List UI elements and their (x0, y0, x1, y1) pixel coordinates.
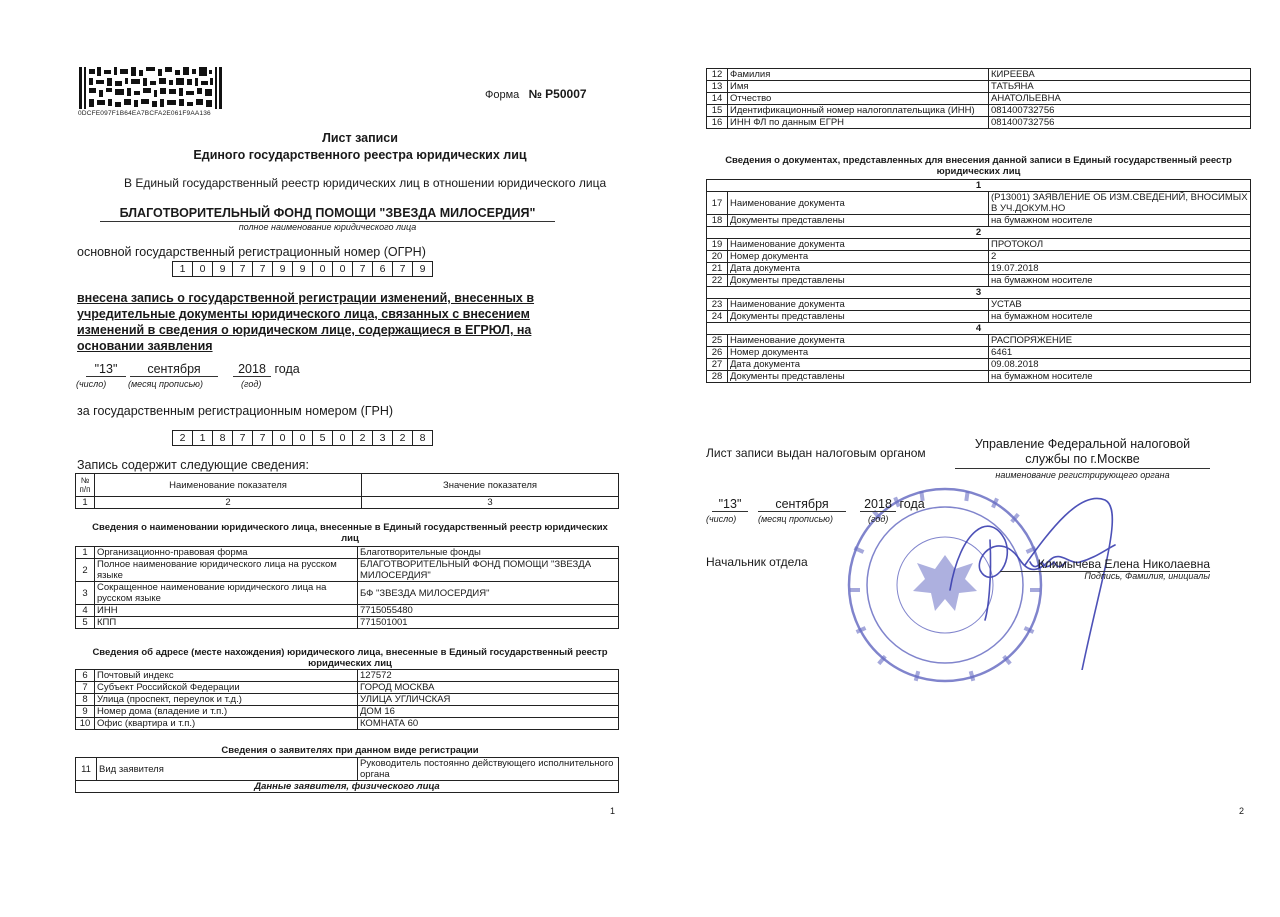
table-row (76, 670, 619, 682)
row-number: 27 (707, 359, 728, 371)
table-row (707, 311, 1251, 323)
date-month-value: сентября (758, 497, 846, 512)
org-name-caption: полное наименование юридического лица (238, 222, 417, 232)
title-line-1: Лист записи (322, 131, 398, 145)
row-value: 09.08.2018 (989, 359, 1251, 371)
ogrn-digit: 9 (293, 262, 313, 276)
date-day-caption: (число) (76, 379, 107, 389)
authority-caption: наименование регистрирующего органа (995, 470, 1170, 480)
row-label: Идентификационный номер налогоплательщика (ИНН) (728, 105, 989, 117)
table-row (76, 706, 619, 718)
table-row (707, 239, 1251, 251)
document-group-header: 3 (707, 287, 1251, 299)
row-number: 5 (76, 617, 95, 629)
table-row (707, 215, 1251, 227)
grn-digit: 2 (393, 431, 413, 445)
applicant-table (706, 68, 1251, 129)
table-row (707, 347, 1251, 359)
table-row (707, 275, 1251, 287)
issued-label: Лист записи выдан налоговым органом (706, 446, 926, 460)
row-value: на бумажном носителе (989, 371, 1251, 383)
header-num-3: 3 (362, 497, 619, 509)
row-number: 2 (76, 559, 95, 582)
row-label: Полное наименование юридического лица на русском языке (95, 559, 358, 582)
section-name-title: Сведения о наименовании юридического лица, внесенные в Единый государственный реестр юридических лиц (92, 522, 608, 544)
row-label: Наименование документа (728, 239, 989, 251)
document-group-header: 2 (707, 227, 1251, 239)
row-number: 20 (707, 251, 728, 263)
table-row (707, 371, 1251, 383)
header-table (75, 473, 619, 509)
row-value: БЛАГОТВОРИТЕЛЬНЫЙ ФОНД ПОМОЩИ "ЗВЕЗДА МИЛОСЕРДИЯ" (358, 559, 619, 582)
row-label: Имя (728, 81, 989, 93)
date-year (233, 362, 300, 377)
date-day-value: "13" (86, 362, 126, 377)
table-row (76, 758, 619, 781)
table-row (707, 81, 1251, 93)
row-number: 16 (707, 117, 728, 129)
row-label: КПП (95, 617, 358, 629)
row-value: 19.07.2018 (989, 263, 1251, 275)
ogrn-digit: 7 (233, 262, 253, 276)
documents-table (706, 179, 1251, 383)
row-number: 23 (707, 299, 728, 311)
grn-digit: 2 (353, 431, 373, 445)
header-col-number: № п/п (76, 474, 95, 497)
row-value: 081400732756 (989, 105, 1251, 117)
date-day (86, 362, 126, 377)
row-value: ДОМ 16 (358, 706, 619, 718)
row-label: Вид заявителя (97, 758, 358, 781)
row-value: БФ "ЗВЕЗДА МИЛОСЕРДИЯ" (358, 582, 619, 605)
row-number: 22 (707, 275, 728, 287)
grn-digit: 1 (193, 431, 213, 445)
row-label: Дата документа (728, 263, 989, 275)
intro-text: В Единый государственный реестр юридических лиц в отношении юридического лица (124, 176, 607, 190)
grn-digit: 3 (373, 431, 393, 445)
ogrn-digit: 0 (193, 262, 213, 276)
date-month-caption: (месяц прописью) (128, 379, 203, 389)
row-number: 28 (707, 371, 728, 383)
row-value: Благотворительные фонды (358, 547, 619, 559)
document-group-header: 4 (707, 323, 1251, 335)
row-number: 18 (707, 215, 728, 227)
ogrn-digit: 7 (353, 262, 373, 276)
row-number: 17 (707, 192, 728, 215)
row-label: Сокращенное наименование юридического лица на русском языке (95, 582, 358, 605)
row-value: КОМНАТА 60 (358, 718, 619, 730)
row-value: на бумажном носителе (989, 275, 1251, 287)
table-row (707, 299, 1251, 311)
form-number-value: № Р50007 (528, 87, 587, 101)
table-row (707, 93, 1251, 105)
table-row (76, 682, 619, 694)
ogrn-digit: 0 (333, 262, 353, 276)
section-address-title: Сведения об адресе (месте нахождения) юридического лица, внесенные в Единый государственный реестр юридических лиц (92, 647, 608, 669)
date-month (758, 497, 846, 512)
grn-label: за государственным регистрационным номером (ГРН) (77, 404, 394, 418)
table-row (76, 617, 619, 629)
grn-digits (172, 430, 433, 446)
barcode-text: 0DCFE097F1B64EA7BCFA2E061F9AA136 (78, 110, 211, 117)
row-value: ПРОТОКОЛ (989, 239, 1251, 251)
header-num-2: 2 (95, 497, 362, 509)
table-row (707, 69, 1251, 81)
row-label: Документы представлены (728, 275, 989, 287)
section-applicants-title: Сведения о заявителях при данном виде регистрации (221, 745, 479, 756)
grn-digit: 0 (293, 431, 313, 445)
table-row (76, 694, 619, 706)
date-month (130, 362, 218, 377)
date-year (860, 497, 925, 512)
header-num-1: 1 (76, 497, 95, 509)
row-number: 21 (707, 263, 728, 275)
table-row (707, 192, 1251, 215)
row-number: 13 (707, 81, 728, 93)
row-number: 26 (707, 347, 728, 359)
row-value: ТАТЬЯНА (989, 81, 1251, 93)
row-label: Наименование документа (728, 335, 989, 347)
org-name: БЛАГОТВОРИТЕЛЬНЫЙ ФОНД ПОМОЩИ "ЗВЕЗДА МИЛОСЕРДИЯ" (100, 206, 555, 222)
entry-description: внесена запись о государственной регистрации изменений, внесенных в учредительные документы юридического лица, связанных с внесением изменений в сведения о юридическом лице, содержащиеся в ЕГРЮЛ, на основании заявления (77, 291, 535, 353)
row-number: 4 (76, 605, 95, 617)
row-label: Наименование документа (728, 192, 989, 215)
row-label: Почтовый индекс (95, 670, 358, 682)
row-value: 7715055480 (358, 605, 619, 617)
authority-name: Управление Федеральной налоговой службы по г.Москве (955, 437, 1210, 469)
signer-caption: Подпись, Фамилия, инициалы (1084, 571, 1210, 581)
table-row (76, 605, 619, 617)
row-label: Улица (проспект, переулок и т.д.) (95, 694, 358, 706)
date-day-value: "13" (712, 497, 748, 512)
table-row (76, 547, 619, 559)
table-row (707, 117, 1251, 129)
row-label: Отчество (728, 93, 989, 105)
ogrn-digit: 6 (373, 262, 393, 276)
document-title (160, 130, 560, 164)
grn-digit: 7 (253, 431, 273, 445)
table-row (76, 559, 619, 582)
table-row (76, 718, 619, 730)
row-value: 771501001 (358, 617, 619, 629)
row-number: 6 (76, 670, 95, 682)
row-value: 6461 (989, 347, 1251, 359)
section-address-table (75, 669, 619, 730)
row-number: 15 (707, 105, 728, 117)
row-value: на бумажном носителе (989, 311, 1251, 323)
date-year-suffix: года (274, 362, 300, 376)
date-day (712, 497, 748, 512)
section-applicants-table (75, 757, 619, 793)
date-month-value: сентября (130, 362, 218, 377)
row-value: КИРЕЕВА (989, 69, 1251, 81)
ogrn-digit: 7 (253, 262, 273, 276)
date-year-caption: (год) (241, 379, 262, 389)
date-year-value: 2018 (233, 362, 271, 377)
table-row (707, 263, 1251, 275)
date-day-caption: (число) (706, 514, 737, 524)
row-number: 7 (76, 682, 95, 694)
table-row (707, 335, 1251, 347)
grn-digit: 5 (313, 431, 333, 445)
ogrn-digit: 7 (393, 262, 413, 276)
row-label: Номер документа (728, 251, 989, 263)
row-label: Документы представлены (728, 311, 989, 323)
applicant-subheader: Данные заявителя, физического лица (76, 781, 619, 793)
signer-name: Климычева Елена Николаевна (1000, 557, 1210, 572)
row-value: на бумажном носителе (989, 215, 1251, 227)
row-value: 081400732756 (989, 117, 1251, 129)
header-col-name: Наименование показателя (95, 474, 362, 497)
ogrn-digit: 9 (213, 262, 233, 276)
row-label: Документы представлены (728, 215, 989, 227)
ogrn-digit: 9 (419, 263, 426, 275)
date-year-suffix: года (899, 497, 925, 511)
row-number: 9 (76, 706, 95, 718)
row-value: Руководитель постоянно действующего исполнительного органа (358, 758, 619, 781)
row-label: Дата документа (728, 359, 989, 371)
row-number: 12 (707, 69, 728, 81)
row-label: Организационно-правовая форма (95, 547, 358, 559)
ogrn-label: основной государственный регистрационный номер (ОГРН) (77, 245, 426, 259)
ogrn-digit: 9 (273, 262, 293, 276)
contains-label: Запись содержит следующие сведения: (77, 458, 309, 472)
row-label: Наименование документа (728, 299, 989, 311)
title-line-2: Единого государственного реестра юридических лиц (193, 148, 527, 162)
header-col-value: Значение показателя (362, 474, 619, 497)
row-value: РАСПОРЯЖЕНИЕ (989, 335, 1251, 347)
row-label: ИНН ФЛ по данным ЕГРН (728, 117, 989, 129)
row-label: Субъект Российской Федерации (95, 682, 358, 694)
section-name-table (75, 546, 619, 629)
form-number (485, 87, 587, 101)
documents-title: Сведения о документах, представленных для внесения данной записи в Единый государственный реестр юридических лиц (725, 155, 1232, 177)
row-number: 19 (707, 239, 728, 251)
row-number: 11 (76, 758, 97, 781)
page-number: 1 (610, 806, 616, 816)
barcode-image (79, 67, 223, 109)
row-number: 3 (76, 582, 95, 605)
grn-digit: 0 (333, 431, 353, 445)
form-label: Форма (485, 89, 520, 101)
table-row (707, 251, 1251, 263)
date-year-caption: (год) (868, 514, 889, 524)
row-value: АНАТОЛЬЕВНА (989, 93, 1251, 105)
ogrn-digits (172, 261, 433, 277)
row-number: 25 (707, 335, 728, 347)
row-label: Офис (квартира и т.п.) (95, 718, 358, 730)
row-value: 127572 (358, 670, 619, 682)
row-number: 14 (707, 93, 728, 105)
grn-digit: 0 (273, 431, 293, 445)
row-number: 1 (76, 547, 95, 559)
ogrn-digit: 1 (173, 262, 193, 276)
table-row (707, 105, 1251, 117)
row-label: Фамилия (728, 69, 989, 81)
ogrn-digit: 0 (313, 262, 333, 276)
row-number: 8 (76, 694, 95, 706)
row-label: Документы представлены (728, 371, 989, 383)
row-value: УСТАВ (989, 299, 1251, 311)
grn-digit: 8 (419, 432, 426, 444)
page-number: 2 (1239, 806, 1245, 816)
row-number: 24 (707, 311, 728, 323)
grn-digit: 8 (213, 431, 233, 445)
row-label: Номер документа (728, 347, 989, 359)
row-value: 2 (989, 251, 1251, 263)
table-row (76, 582, 619, 605)
row-label: Номер дома (владение и т.п.) (95, 706, 358, 718)
row-number: 10 (76, 718, 95, 730)
chief-label: Начальник отдела (706, 555, 808, 569)
grn-digit: 2 (173, 431, 193, 445)
row-label: ИНН (95, 605, 358, 617)
grn-digit: 7 (233, 431, 253, 445)
row-value: ГОРОД МОСКВА (358, 682, 619, 694)
date-year-value: 2018 (860, 497, 896, 512)
table-row (707, 359, 1251, 371)
date-month-caption: (месяц прописью) (758, 514, 833, 524)
row-value: УЛИЦА УГЛИЧСКАЯ (358, 694, 619, 706)
row-value: (Р13001) ЗАЯВЛЕНИЕ ОБ ИЗМ.СВЕДЕНИЙ, ВНОСИМЫХ В УЧ.ДОКУМ.НО (989, 192, 1251, 215)
document-group-header: 1 (707, 180, 1251, 192)
